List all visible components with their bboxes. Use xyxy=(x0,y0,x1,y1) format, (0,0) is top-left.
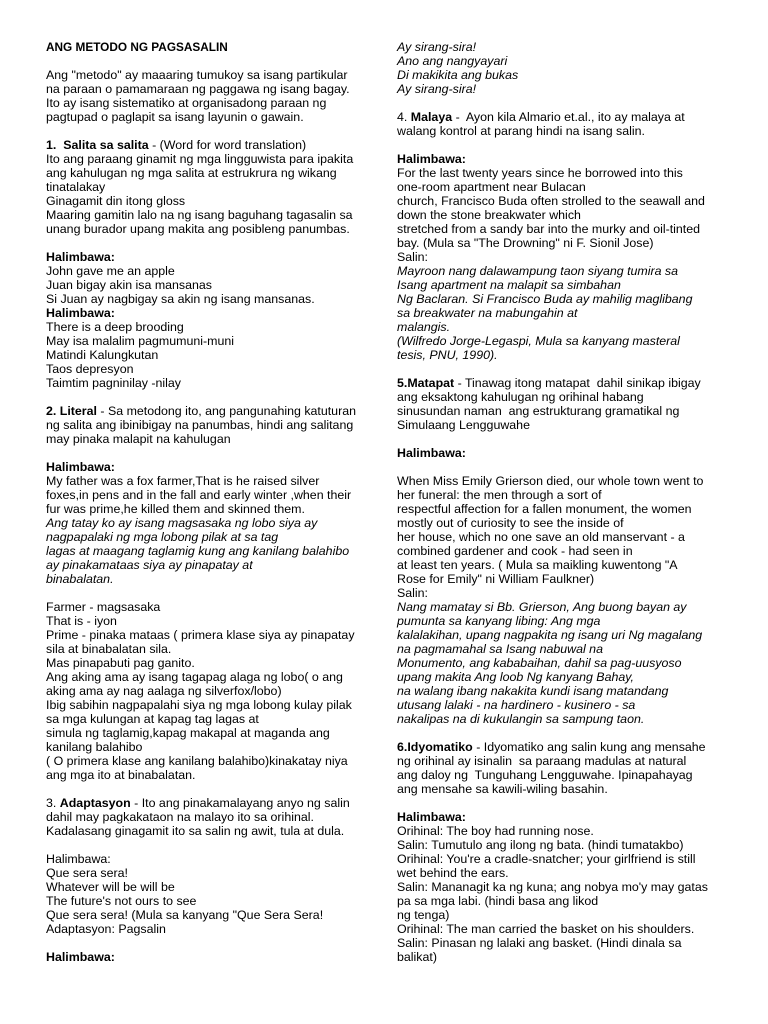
body-text: - Sa metodong ito, ang pangunahing katuturan xyxy=(96,404,356,418)
body-text: ng tenga) xyxy=(397,908,450,922)
body-text: malangis. xyxy=(397,320,451,334)
text-line xyxy=(46,264,376,278)
body-text: na pagmamahal sa Isang nabuwal na xyxy=(397,642,603,656)
body-text: May isa malalim pagmumuni-muni xyxy=(46,334,234,348)
text-line xyxy=(397,866,727,880)
text-line xyxy=(397,278,727,292)
body-text: kalalakihan, upang nagpakita ng isang uri Ng magalang xyxy=(397,628,703,642)
body-text: mostly out of curiosity to see the inside of xyxy=(397,516,624,530)
text-line xyxy=(397,656,727,670)
text-line xyxy=(46,376,376,390)
body-text: ( O primera klase ang kanilang balahibo)kinakatay niya xyxy=(46,754,348,768)
text-line xyxy=(46,152,376,166)
heading-text: 6.Idyomatiko xyxy=(397,740,473,754)
body-text: Ang tatay ko ay isang magsasaka ng lobo siya ay xyxy=(46,516,318,530)
body-text: foxes,in pens and in the fall and early winter ,when their xyxy=(46,488,352,502)
body-text: Isang apartment na malapit sa simbahan xyxy=(397,278,621,292)
text-line xyxy=(46,768,376,782)
text-line xyxy=(397,236,727,250)
body-text: respectful affection for a fallen monument, the women xyxy=(397,502,692,516)
body-text: Ano ang nangyayari xyxy=(397,54,508,68)
text-line xyxy=(46,558,376,572)
body-text: Rose for Emily" ni William Faulkner) xyxy=(397,572,595,586)
text-line xyxy=(397,572,727,586)
text-line xyxy=(397,824,727,838)
text-line xyxy=(46,614,376,628)
body-text: Ibig sabihin nagpapalahi siya ng mga lobong kulay pilak xyxy=(46,698,352,712)
text-line xyxy=(397,446,727,460)
text-line xyxy=(46,306,376,320)
blank-line xyxy=(46,446,376,460)
text-line xyxy=(397,838,727,852)
text-line xyxy=(46,180,376,194)
text-line xyxy=(397,614,727,628)
text-line xyxy=(46,460,376,474)
body-text: balikat) xyxy=(397,950,437,964)
blank-line xyxy=(397,460,727,474)
text-line xyxy=(397,684,727,698)
body-text: Mas pinapabuti pag ganito. xyxy=(46,656,195,670)
text-line xyxy=(397,264,727,278)
text-line xyxy=(397,586,727,600)
heading-text: Halimbawa: xyxy=(46,950,115,964)
body-text: na walang ibang nakakita kundi isang matandang xyxy=(397,684,669,698)
body-text: - Idyomatiko ang salin kung ang mensahe xyxy=(472,740,706,754)
text-line xyxy=(397,922,727,936)
body-text: tinatalakay xyxy=(46,180,106,194)
body-text: ang eksaktong kahulugan ng orihinal habang xyxy=(397,390,644,404)
body-text: Whatever will be will be xyxy=(46,880,175,894)
text-line xyxy=(397,558,727,572)
body-text: Mayroon nang dalawampung taon siyang tumira sa xyxy=(397,264,679,278)
body-text: unang burador upang makita ang posibleng panumbas. xyxy=(46,222,350,236)
body-text: church, Francisco Buda often strolled to the seawall and xyxy=(397,194,705,208)
text-line xyxy=(46,544,376,558)
text-line xyxy=(46,600,376,614)
text-line xyxy=(397,390,727,404)
text-line xyxy=(46,348,376,362)
body-text: her funeral: the men through a sort of xyxy=(397,488,602,502)
heading-text: Malaya xyxy=(410,110,453,124)
text-line xyxy=(46,530,376,544)
body-text: Kadalasang ginagamit ito sa salin ng awit, tula at dula. xyxy=(46,824,345,838)
text-line xyxy=(46,726,376,740)
body-text: one-room apartment near Bulacan xyxy=(397,180,586,194)
text-line xyxy=(397,194,727,208)
body-text: down the stone breakwater which xyxy=(397,208,581,222)
text-line xyxy=(46,824,376,838)
body-text: walang kontrol at parang hindi na isang salin. xyxy=(397,124,645,138)
heading-text: 1. Salita sa salita xyxy=(46,138,149,152)
text-line xyxy=(46,950,376,964)
heading-text: Halimbawa: xyxy=(46,460,115,474)
body-text: Nang mamatay si Bb. Grierson, Ang buong bayan ay xyxy=(397,600,687,614)
text-line xyxy=(397,208,727,222)
body-text: Ito ay isang sistematiko at organisadong paraan ng xyxy=(46,96,327,110)
text-line xyxy=(46,502,376,516)
body-text: Adaptasyon: Pagsalin xyxy=(46,922,166,936)
body-text: Halimbawa: xyxy=(46,852,111,866)
text-line xyxy=(46,698,376,712)
text-line xyxy=(397,544,727,558)
text-line xyxy=(46,208,376,222)
body-text: Salin: xyxy=(397,586,428,600)
text-line xyxy=(397,180,727,194)
text-line xyxy=(46,810,376,824)
body-text: ng orihinal ay isinalin sa paraang madulas at natural xyxy=(397,754,687,768)
body-text: Di makikita ang bukas xyxy=(397,68,519,82)
text-line xyxy=(397,698,727,712)
body-text: Si Juan ay nagbigay sa akin ng isang mansanas. xyxy=(46,292,315,306)
body-text: Que sera sera! (Mula sa kanyang "Que Sera Sera! xyxy=(46,908,324,922)
text-line xyxy=(397,880,727,894)
body-text: Ang "metodo" ay maaaring tumukoy sa isang partikular xyxy=(46,68,348,82)
text-line xyxy=(397,222,727,236)
text-line xyxy=(46,138,376,152)
body-text: lagas at maagang taglamig kung ang kanilang balahibo xyxy=(46,544,350,558)
text-line xyxy=(397,782,727,796)
body-text: sa breakwater na mabungahin at xyxy=(397,306,578,320)
heading-text: 5.Matapat xyxy=(397,376,455,390)
body-text: Que sera sera! xyxy=(46,866,128,880)
heading-text: Halimbawa: xyxy=(397,810,466,824)
body-text: For the last twenty years since he borrowed into this xyxy=(397,166,683,180)
body-text: Ito ang paraang ginamit ng mga lingguwista para ipakita xyxy=(46,152,354,166)
text-line xyxy=(46,656,376,670)
body-text: combined gardener and cook - had seen in xyxy=(397,544,633,558)
text-line xyxy=(397,40,727,54)
body-text: sila at binabalatan sila. xyxy=(46,642,172,656)
blank-line xyxy=(397,796,727,810)
text-line xyxy=(46,642,376,656)
heading-text: ANG METODO NG PAGSASALIN xyxy=(46,40,228,54)
body-text: 3. xyxy=(46,796,60,810)
body-text: There is a deep brooding xyxy=(46,320,184,334)
text-line xyxy=(46,334,376,348)
text-line xyxy=(46,40,376,54)
text-line xyxy=(397,516,727,530)
text-line xyxy=(46,166,376,180)
text-line xyxy=(397,642,727,656)
body-text: Juan bigay akin isa mansanas xyxy=(46,278,212,292)
body-text: sinusundan naman ang estrukturang gramatikal ng xyxy=(397,404,680,418)
blank-line xyxy=(46,54,376,68)
text-line xyxy=(46,628,376,642)
text-line xyxy=(397,936,727,950)
body-text: ang daloy ng Tunguhang Lengguwahe. Ipinapahayag xyxy=(397,768,693,782)
text-line xyxy=(397,334,727,348)
text-line xyxy=(46,516,376,530)
text-line xyxy=(46,572,376,586)
body-text: ang mga ito at binabalatan. xyxy=(46,768,196,782)
body-text: Ang aking ama ay isang tagapag alaga ng lobo( o ang xyxy=(46,670,343,684)
heading-text: Halimbawa: xyxy=(397,152,466,166)
blank-line xyxy=(46,782,376,796)
blank-line xyxy=(46,124,376,138)
body-text: ang mensahe sa kawili-wiling basahin. xyxy=(397,782,608,796)
text-line xyxy=(46,96,376,110)
text-line xyxy=(46,418,376,432)
body-text: kanilang balahibo xyxy=(46,740,143,754)
text-line xyxy=(397,68,727,82)
heading-text: 2. Literal xyxy=(46,404,97,418)
text-line xyxy=(46,362,376,376)
text-line xyxy=(397,124,727,138)
text-line xyxy=(46,68,376,82)
body-text: Ginagamit din itong gloss xyxy=(46,194,186,208)
body-text: Ng Baclaran. Si Francisco Buda ay mahilig maglibang xyxy=(397,292,693,306)
text-line xyxy=(46,82,376,96)
blank-line xyxy=(46,236,376,250)
text-line xyxy=(397,754,727,768)
text-line xyxy=(46,894,376,908)
body-text: (Wilfredo Jorge-Legaspi, Mula sa kanyang masteral xyxy=(397,334,680,348)
body-text: Salin: Pinasan ng lalaki ang basket. (Hindi dinala sa xyxy=(397,936,682,950)
text-line xyxy=(46,320,376,334)
text-line xyxy=(46,922,376,936)
text-line xyxy=(397,404,727,418)
body-text: aking ama ay nag aalaga ng silverfox/lobo) xyxy=(46,684,282,698)
text-line xyxy=(397,712,727,726)
body-text: Simulaang Lengguwahe xyxy=(397,418,530,432)
body-text: nagpapalaki ng mga lobong pilak at sa tag xyxy=(46,530,279,544)
body-text: Ay sirang-sira! xyxy=(397,82,477,96)
body-text: Salin: xyxy=(397,250,428,264)
text-line xyxy=(46,474,376,488)
text-line xyxy=(46,250,376,264)
heading-text: Halimbawa: xyxy=(46,250,115,264)
body-text: simula ng taglamig,kapag makapal at maganda ang xyxy=(46,726,330,740)
body-text: wet behind the ears. xyxy=(397,866,509,880)
text-line xyxy=(397,250,727,264)
text-line xyxy=(397,628,727,642)
body-text: The future's not ours to see xyxy=(46,894,197,908)
text-line xyxy=(46,670,376,684)
text-line xyxy=(397,376,727,390)
text-line xyxy=(46,278,376,292)
text-line xyxy=(397,894,727,908)
body-text: bay. (Mula sa "The Drowning" ni F. Sionil Jose) xyxy=(397,236,654,250)
body-text: That is - iyon xyxy=(46,614,117,628)
right-column xyxy=(397,40,727,964)
text-line xyxy=(397,152,727,166)
body-text: When Miss Emily Grierson died, our whole town went to xyxy=(397,474,704,488)
text-line xyxy=(397,740,727,754)
body-text: ay pinakamataas siya ay pinapatay at xyxy=(46,558,253,572)
text-line xyxy=(397,852,727,866)
body-text: Orihinal: The boy had running nose. xyxy=(397,824,594,838)
text-line xyxy=(397,670,727,684)
body-text: ang kahulugan ng mga salita at estrukrura ng wikang xyxy=(46,166,337,180)
text-line xyxy=(46,292,376,306)
body-text: Taos depresyon xyxy=(46,362,134,376)
text-line xyxy=(397,908,727,922)
body-text: - (Word for word translation) xyxy=(148,138,307,152)
text-line xyxy=(46,908,376,922)
blank-line xyxy=(397,96,727,110)
body-text: - Ayon kila Almario et.al., ito ay malaya at xyxy=(452,110,685,124)
text-line xyxy=(397,348,727,362)
body-text: at least ten years. ( Mula sa maikling kuwentong "A xyxy=(397,558,678,572)
blank-line xyxy=(397,362,727,376)
text-line xyxy=(397,54,727,68)
body-text: John gave me an apple xyxy=(46,264,175,278)
body-text: Taimtim pagninilay -nilay xyxy=(46,376,181,390)
text-line xyxy=(397,474,727,488)
text-line xyxy=(46,488,376,502)
text-line xyxy=(397,530,727,544)
body-text: - Ito ang pinakamalayang anyo ng salin xyxy=(130,796,350,810)
body-text: na paraan o pamamaraan ng paggawa ng isang bagay. xyxy=(46,82,350,96)
body-text: Farmer - magsasaka xyxy=(46,600,161,614)
body-text: My father was a fox farmer,That is he raised silver xyxy=(46,474,320,488)
blank-line xyxy=(46,586,376,600)
blank-line xyxy=(397,726,727,740)
text-line xyxy=(46,740,376,754)
text-line xyxy=(397,320,727,334)
text-line xyxy=(397,418,727,432)
body-text: 4. xyxy=(397,110,411,124)
text-line xyxy=(46,684,376,698)
body-text: Maaring gamitin lalo na ng isang baguhang tagasalin sa xyxy=(46,208,353,222)
body-text: Ay sirang-sira! xyxy=(397,40,477,54)
body-text: Orihinal: You're a cradle-snatcher; your girlfriend is still xyxy=(397,852,696,866)
text-line xyxy=(46,880,376,894)
body-text: Salin: Mananagit ka ng kuna; ang nobya mo'y may gatas xyxy=(397,880,708,894)
body-text: - Tinawag itong matapat dahil sinikap ibigay xyxy=(454,376,701,390)
body-text: tesis, PNU, 1990). xyxy=(397,348,498,362)
heading-text: Adaptasyon xyxy=(59,796,131,810)
body-text: nakalipas na di kukulangin sa sampung taon. xyxy=(397,712,645,726)
text-line xyxy=(46,754,376,768)
text-line xyxy=(397,110,727,124)
text-line xyxy=(46,712,376,726)
blank-line xyxy=(397,432,727,446)
body-text: Prime - pinaka mataas ( primera klase siya ay pinapatay xyxy=(46,628,355,642)
left-column xyxy=(46,40,376,964)
body-text: fur was prime,he killed them and skinned them. xyxy=(46,502,305,516)
text-line xyxy=(46,432,376,446)
text-line xyxy=(397,166,727,180)
text-line xyxy=(46,852,376,866)
text-line xyxy=(397,488,727,502)
blank-line xyxy=(46,838,376,852)
text-line xyxy=(397,292,727,306)
body-text: may pinaka malapit na kahulugan xyxy=(46,432,231,446)
heading-text: Halimbawa: xyxy=(397,446,466,460)
body-text: her house, which no one save an old manservant - a xyxy=(397,530,685,544)
heading-text: Halimbawa: xyxy=(46,306,115,320)
body-text: sa mga kulungan at kapag tag lagas at xyxy=(46,712,259,726)
text-line xyxy=(397,306,727,320)
body-text: Monumento, ang kababaihan, dahil sa pag-uusyoso xyxy=(397,656,682,670)
text-line xyxy=(46,222,376,236)
text-line xyxy=(46,110,376,124)
text-line xyxy=(46,866,376,880)
text-line xyxy=(397,600,727,614)
body-text: pumunta sa kanyang libing: Ang mga xyxy=(397,614,601,628)
text-line xyxy=(397,950,727,964)
body-text: dahil may pagkakataon na malayo ito sa orihinal. xyxy=(46,810,314,824)
text-line xyxy=(46,796,376,810)
blank-line xyxy=(397,138,727,152)
body-text: ng salita ang ibinibigay na panumbas, hindi ang salitang xyxy=(46,418,354,432)
body-text: stretched from a sandy bar into the murky and oil-tinted xyxy=(397,222,701,236)
blank-line xyxy=(46,936,376,950)
body-text: upang makita Ang loob Ng kanyang Bahay, xyxy=(397,670,634,684)
text-line xyxy=(397,82,727,96)
text-line xyxy=(397,502,727,516)
body-text: pagtupad o paglapit sa isang layunin o gawain. xyxy=(46,110,304,124)
body-text: utusang lalaki - na hardinero - kusinero - sa xyxy=(397,698,636,712)
text-line xyxy=(397,810,727,824)
text-line xyxy=(397,768,727,782)
text-line xyxy=(46,194,376,208)
text-line xyxy=(46,404,376,418)
body-text: Matindi Kalungkutan xyxy=(46,348,159,362)
body-text: Orihinal: The man carried the basket on his shoulders. xyxy=(397,922,695,936)
body-text: Salin: Tumutulo ang ilong ng bata. (hindi tumatakbo) xyxy=(397,838,684,852)
blank-line xyxy=(46,390,376,404)
body-text: pa sa mga labi. (hindi basa ang likod xyxy=(397,894,599,908)
body-text: binabalatan. xyxy=(46,572,114,586)
